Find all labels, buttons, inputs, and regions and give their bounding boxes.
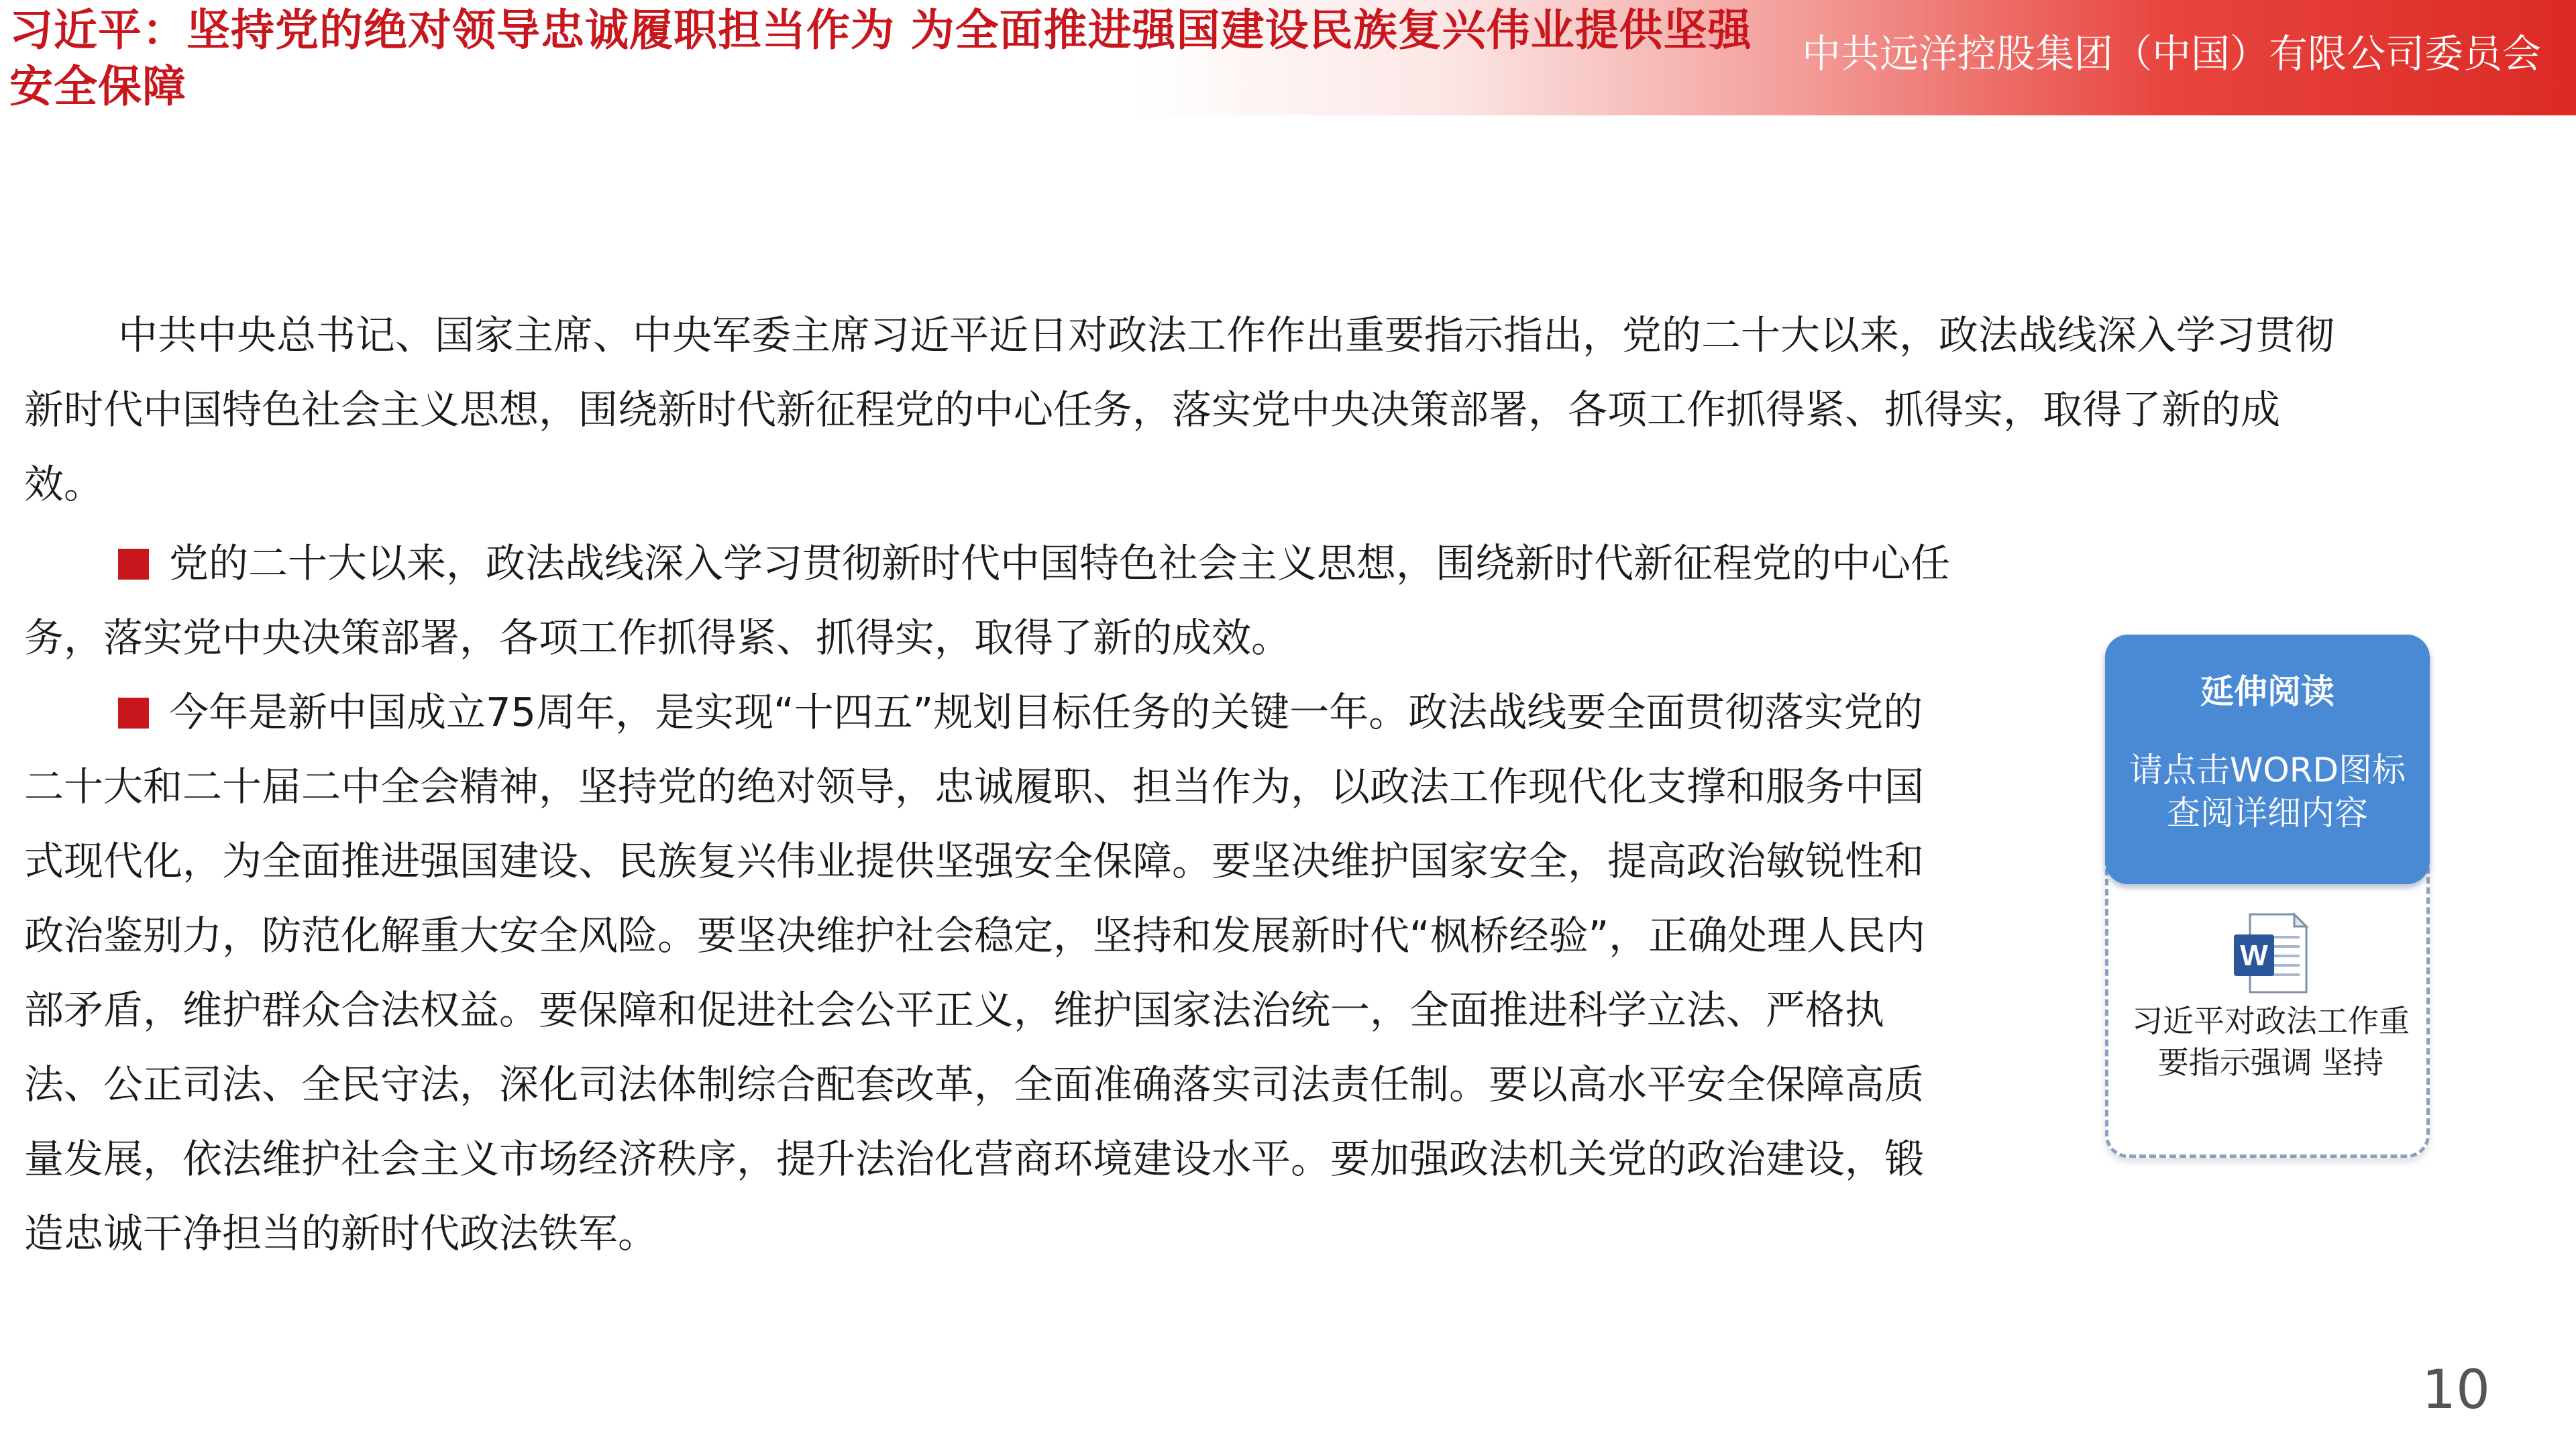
extended-reading-box: [2105, 635, 2430, 1158]
extended-reading-title: 延伸阅读: [2200, 672, 2334, 711]
word-document-icon[interactable]: [2231, 912, 2310, 995]
extended-reading-description: 请点击WORD图标查阅详细内容: [2129, 751, 2406, 833]
slide-title: 习近平：坚持党的绝对领导忠诚履职担当作为 为全面推进强国建设民族复兴伟业提供坚强安全保障: [9, 5, 1752, 112]
organization-name: 中共远洋控股集团（中国）有限公司委员会: [1801, 31, 2541, 76]
page-number: 10: [2422, 1358, 2490, 1421]
bullet-list: [24, 526, 1960, 1271]
document-caption[interactable]: 习近平对政法工作重要指示强调 坚持: [2132, 1003, 2410, 1081]
extended-reading-header: [2105, 635, 2430, 884]
bullet-text: 党的二十大以来，政法战线深入学习贯彻新时代中国特色社会主义思想，围绕新时代新征程党的中心任务，落实党中央决策部署，各项工作抓得紧、抓得实，取得了新的成效。: [24, 540, 1951, 661]
bullet-item: [24, 526, 1960, 675]
svg-text:W: W: [2240, 939, 2268, 972]
intro-paragraph: 中共中央总书记、国家主席、中央军委主席习近平近日对政法工作作出重要指示指出，党的二十大以来，政法战线深入学习贯彻新时代中国特色社会主义思想，围绕新时代新征程党的中心任务，落实党中央决策部署，各项工作抓得紧、抓得实，取得了新的成效。: [24, 312, 2335, 507]
header-band: [0, 0, 2576, 115]
bullet-text: 今年是新中国成立75周年，是实现“十四五”规划目标任务的关键一年。政法战线要全面贯彻落实党的二十大和二十届二中全会精神，坚持党的绝对领导，忠诚履职、担当作为，以政法工作现代化支撑和服务中国式现代化，为全面推进强国建设、民族复兴伟业提供坚强安全保障。要坚决维护国家安全，提高政治敏锐性和政治鉴别力，防范化解重大安全风险。要坚决维护社会稳定，坚持和发展新时代“枫桥经验”，正确处理人民内部矛盾，维护群众合法权益。要保障和促进社会公平正义，维护国家法治统一，全面推进科学立法、严格执法、公正司法、全民守法，深化司法体制综合配套改革，全面准确落实司法责任制。要以高水平安全保障高质量发展，依法维护社会主义市场经济秩序，提升法治化营商环境建设水平。要加强政法机关党的政治建设，锻造忠诚干净担当的新时代政法铁军。: [24, 689, 1926, 1256]
red-square-bullet-icon: [118, 549, 149, 580]
bullet-item: [24, 675, 1960, 1271]
red-square-bullet-icon: [118, 698, 149, 729]
